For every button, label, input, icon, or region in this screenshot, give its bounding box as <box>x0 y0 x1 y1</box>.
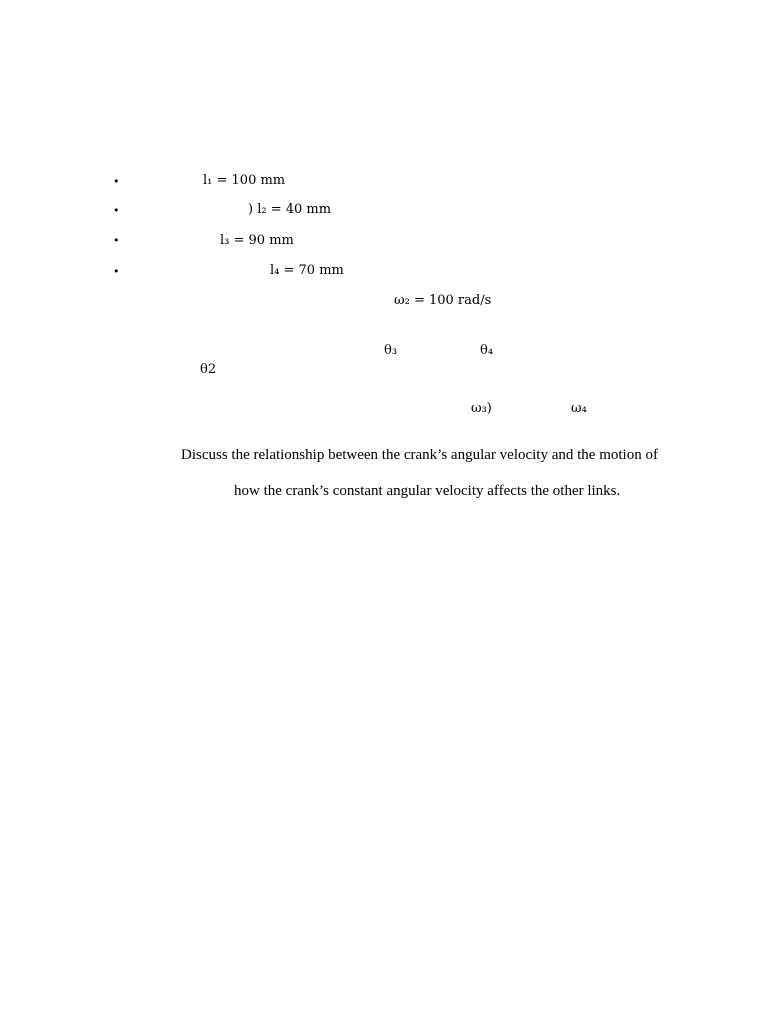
link-length-l4: l₄ = 70 mm <box>270 263 344 278</box>
angular-velocity-omega4: ω₄ <box>571 401 587 416</box>
link-length-l2: ) l₂ = 40 mm <box>248 202 332 217</box>
discussion-text-line2: how the crank’s constant angular velocity affects the other links. <box>234 483 621 499</box>
bullet-marker: • <box>113 234 120 247</box>
angular-velocity-omega3: ω₃) <box>471 401 492 416</box>
bullet-marker: • <box>113 175 120 188</box>
bullet-marker: • <box>113 265 120 278</box>
angle-theta2: θ2 <box>200 362 217 377</box>
angle-theta3: θ₃ <box>384 343 398 358</box>
angle-theta4: θ₄ <box>480 343 494 358</box>
link-length-l1: l₁ = 100 mm <box>203 173 286 188</box>
link-length-l3: l₃ = 90 mm <box>220 233 294 248</box>
discussion-text-line1: Discuss the relationship between the crank’s angular velocity and the motion of <box>181 447 658 463</box>
crank-angular-velocity: ω₂ = 100 rad/s <box>394 293 492 308</box>
bullet-marker: • <box>113 204 120 217</box>
